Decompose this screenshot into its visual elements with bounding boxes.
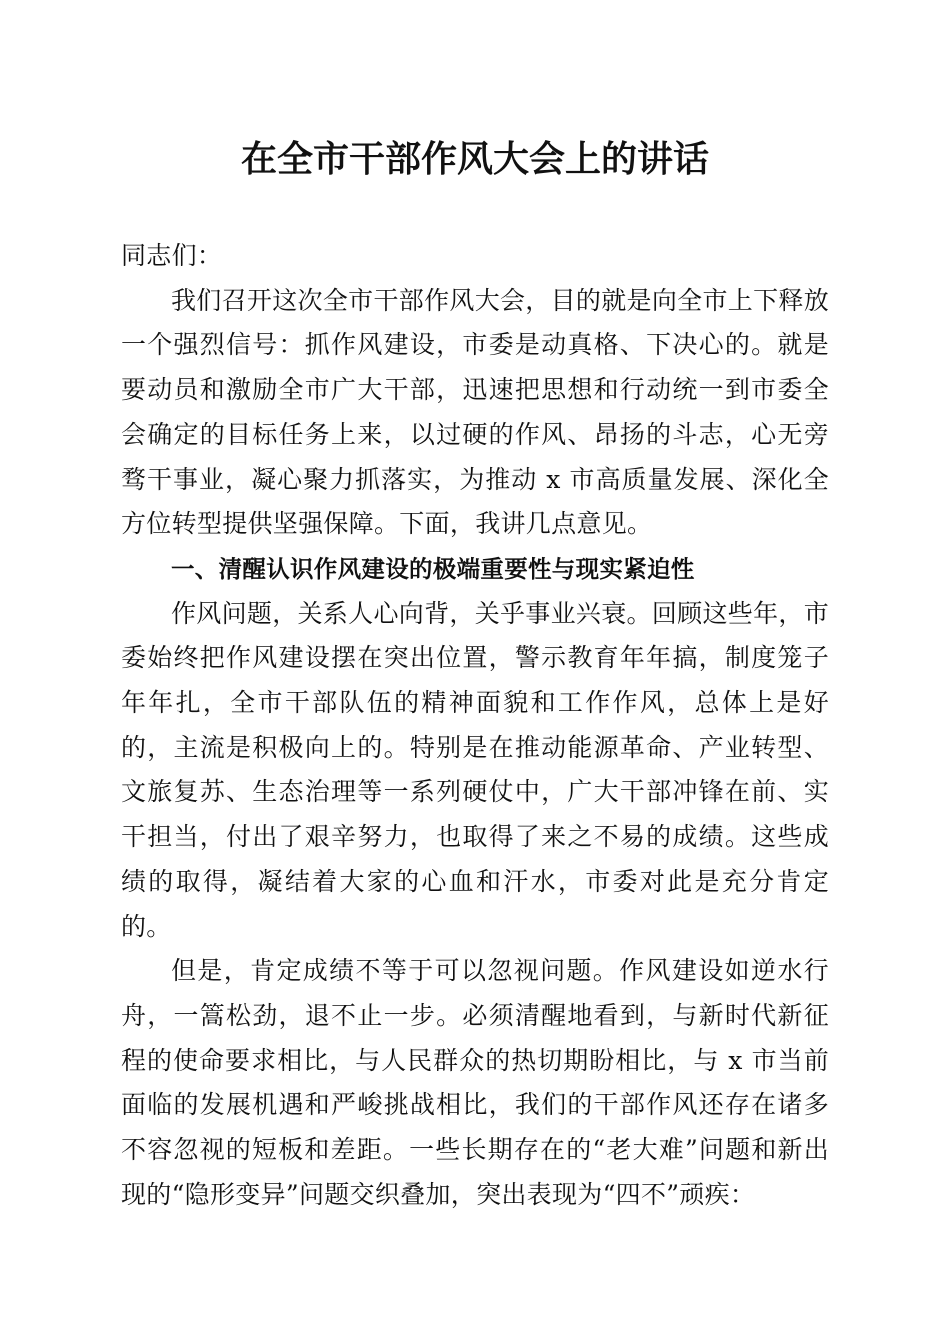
intro-paragraph: 我们召开这次全市干部作风大会，目的就是向全市上下释放一个强烈信号：抓作风建设，市委是动真格、下决心的。就是要动员和激励全市广大干部，迅速把思想和行动统一到市委全会确定的目标任务上来，以过硬的作风、昂扬的斗志，心无旁骛干事业，凝心聚力抓落实，为推动 x 市高质量发展、深化全方位转型提供坚强保障。下面，我讲几点意见。 [121, 285, 829, 539]
salutation: 同志们： [121, 241, 223, 270]
section-paragraph-2: 但是，肯定成绩不等于可以忽视问题。作风建设如逆水行舟，一篙松劲，退不止一步。必须清醒地看到，与新时代新征程的使命要求相比，与人民群众的热切期盼相比，与 x 市当前面临的发展机遇和严峻挑战相比，我们的干部作风还存在诸多不容忽视的短板和差距。一些长期存在的“老大难”问题和新出现的“隐形变异”问题交织叠加，突出表现为“四不”顽疾： [121, 956, 829, 1209]
document-title: 在全市干部作风大会上的讲话 [240, 138, 709, 180]
section-paragraph-1: 作风问题，关系人心向背，关乎事业兴衰。回顾这些年，市委始终把作风建设摆在突出位置，警示教育年年搞，制度笼子年年扎，全市干部队伍的精神面貌和工作作风，总体上是好的，主流是积极向上的。特别是在推动能源革命、产业转型、文旅复苏、生态治理等一系列硬仗中，广大干部冲锋在前、实干担当，付出了艰辛努力，也取得了来之不易的成绩。这些成绩的取得，凝结着大家的心血和汗水，市委对此是充分肯定的。 [121, 598, 829, 941]
document-body [121, 234, 829, 1217]
section-heading: 一、清醒认识作风建设的极端重要性与现实紧迫性 [171, 554, 695, 583]
